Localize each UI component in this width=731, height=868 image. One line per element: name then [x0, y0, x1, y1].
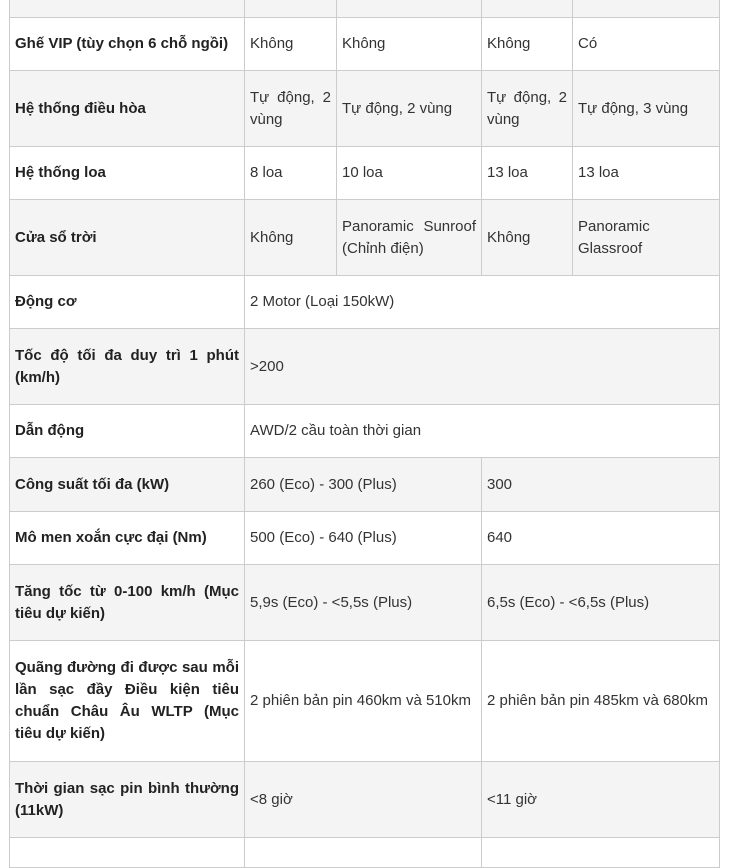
- spec-value: [245, 838, 482, 868]
- spec-value: 13 loa: [482, 147, 573, 200]
- spec-value: >200: [245, 329, 720, 405]
- spec-value: Không: [245, 200, 337, 276]
- spec-value: [245, 0, 337, 18]
- table-row: [10, 405, 720, 458]
- spec-value: Tự động, 2 vùng: [245, 71, 337, 147]
- spec-label: [10, 838, 245, 868]
- spec-value: 5,9s (Eco) - <5,5s (Plus): [245, 565, 482, 641]
- spec-value: Không: [482, 200, 573, 276]
- spec-value: Có: [573, 18, 720, 71]
- spec-value: Panoramic Glassroof: [573, 200, 720, 276]
- spec-value: 300: [482, 458, 720, 512]
- spec-value: 8 loa: [245, 147, 337, 200]
- table-row: [10, 200, 720, 276]
- table-row: [10, 838, 720, 868]
- spec-label: Hệ thống loa: [10, 147, 245, 200]
- spec-value: <8 giờ: [245, 762, 482, 838]
- spec-value: [573, 0, 720, 18]
- spec-value: [337, 0, 482, 18]
- table-row: [10, 0, 720, 18]
- spec-value: Không: [245, 18, 337, 71]
- spec-value: 500 (Eco) - 640 (Plus): [245, 512, 482, 565]
- table-row: [10, 147, 720, 200]
- spec-value: <11 giờ: [482, 762, 720, 838]
- spec-label: Hệ thống điều hòa: [10, 71, 245, 147]
- table-row: [10, 18, 720, 71]
- table-row: [10, 276, 720, 329]
- spec-label: Cửa sổ trời: [10, 200, 245, 276]
- table-row: [10, 71, 720, 147]
- spec-value: [482, 838, 720, 868]
- spec-label: Công suất tối đa (kW): [10, 458, 245, 512]
- spec-value: AWD/2 cầu toàn thời gian: [245, 405, 720, 458]
- table-row: [10, 458, 720, 512]
- spec-label: Dẫn động: [10, 405, 245, 458]
- spec-label: Mô men xoắn cực đại (Nm): [10, 512, 245, 565]
- spec-value: Panoramic Sunroof (Chỉnh điện): [337, 200, 482, 276]
- table-row: [10, 512, 720, 565]
- spec-value: 2 Motor (Loại 150kW): [245, 276, 720, 329]
- spec-label: Động cơ: [10, 276, 245, 329]
- spec-value: 13 loa: [573, 147, 720, 200]
- spec-label: Tăng tốc từ 0-100 km/h (Mục tiêu dự kiến): [10, 565, 245, 641]
- table-row: [10, 565, 720, 641]
- table-row: [10, 329, 720, 405]
- spec-value: 260 (Eco) - 300 (Plus): [245, 458, 482, 512]
- spec-value: 2 phiên bản pin 460km và 510km: [245, 641, 482, 762]
- spec-label: Tốc độ tối đa duy trì 1 phút (km/h): [10, 329, 245, 405]
- spec-value: Tự động, 3 vùng: [573, 71, 720, 147]
- spec-label: Quãng đường đi được sau mỗi lần sạc đầy Điều kiện tiêu chuẩn Châu Âu WLTP (Mục tiêu dự kiến): [10, 641, 245, 762]
- spec-value: Tự động, 2 vùng: [337, 71, 482, 147]
- spec-label: Thời gian sạc pin bình thường (11kW): [10, 762, 245, 838]
- spec-value: [482, 0, 573, 18]
- spec-value: 6,5s (Eco) - <6,5s (Plus): [482, 565, 720, 641]
- spec-label: [10, 0, 245, 18]
- spec-table: [9, 0, 720, 868]
- spec-value: Không: [337, 18, 482, 71]
- spec-label: Ghế VIP (tùy chọn 6 chỗ ngồi): [10, 18, 245, 71]
- spec-value: 10 loa: [337, 147, 482, 200]
- spec-value: 2 phiên bản pin 485km và 680km: [482, 641, 720, 762]
- table-row: [10, 641, 720, 762]
- spec-value: 640: [482, 512, 720, 565]
- spec-value: Không: [482, 18, 573, 71]
- spec-value: Tự động, 2 vùng: [482, 71, 573, 147]
- table-row: [10, 762, 720, 838]
